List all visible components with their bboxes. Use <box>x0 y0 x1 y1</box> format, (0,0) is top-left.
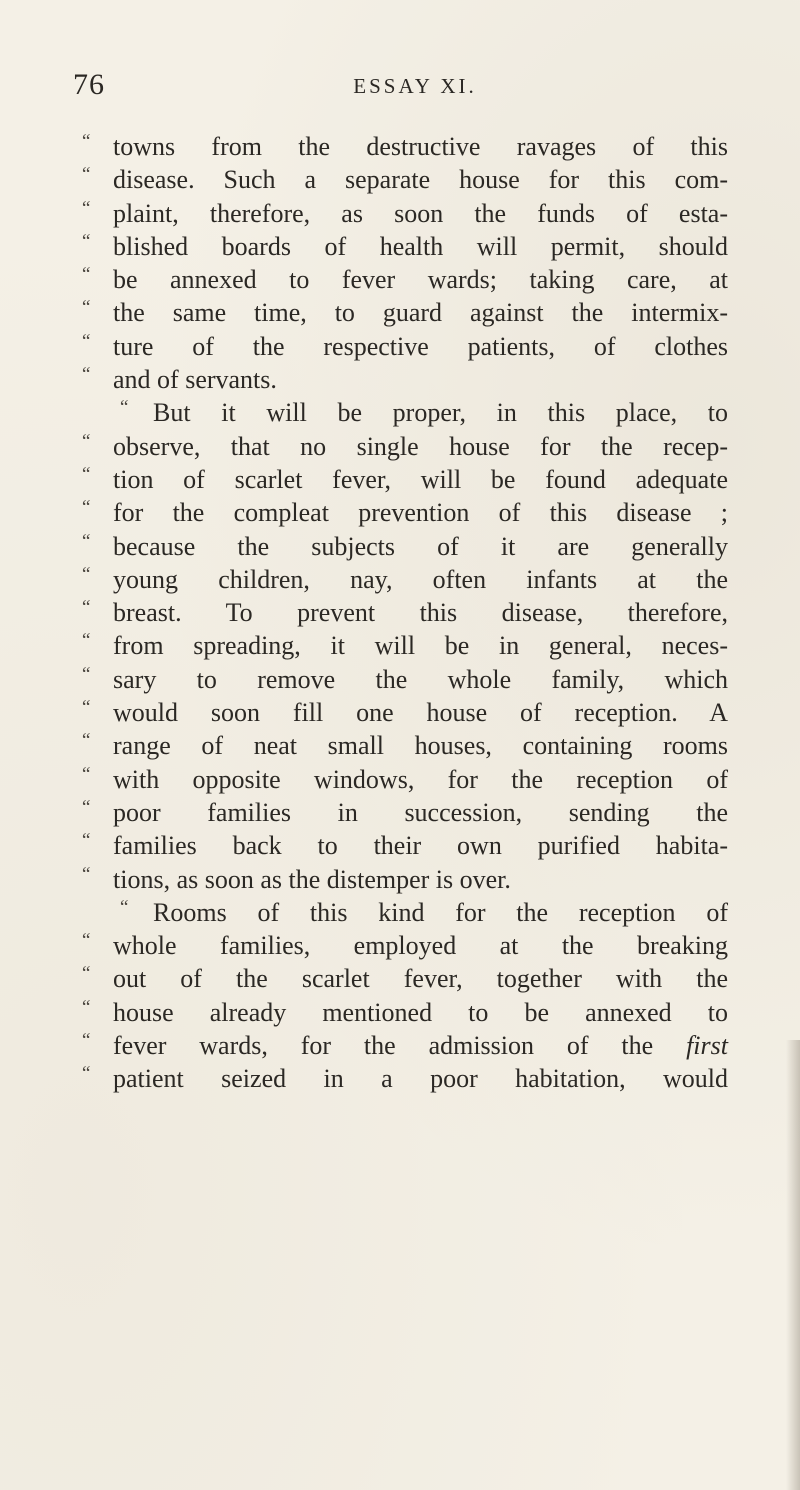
line-text: towns from the destructive ravages of this <box>113 132 728 161</box>
line-text: range of neat small houses, containing rooms <box>113 731 728 761</box>
line-text: for the compleat prevention of this disease ; <box>113 498 728 528</box>
quote-mark: “ <box>82 597 91 619</box>
quote-mark: “ <box>82 530 91 552</box>
text-line <box>68 996 728 1029</box>
line-text: plaint, therefore, as soon the funds of esta- <box>113 198 728 228</box>
text-line <box>68 430 728 463</box>
quote-mark: “ <box>82 497 91 519</box>
text-line <box>68 729 728 762</box>
text-line <box>68 596 728 629</box>
line-text: ture of the respective patients, of clothes <box>113 331 728 361</box>
page-header <box>0 68 800 108</box>
text-line <box>68 763 728 796</box>
text-line <box>68 863 728 896</box>
line-text: disease. Such a separate house for this com- <box>113 165 728 195</box>
text-line <box>68 330 728 363</box>
line-text: observe, that no single house for the recep- <box>113 431 728 461</box>
text-line <box>68 296 728 329</box>
text-line <box>68 896 728 929</box>
text-line <box>68 696 728 729</box>
quote-mark: “ <box>120 397 129 419</box>
line-text: fever wards, for the admission of the first <box>113 1031 728 1061</box>
line-text: blished boards of health will permit, should <box>113 231 728 261</box>
line-text: the same time, to guard against the intermix- <box>113 298 728 328</box>
line-text: sary to remove the whole family, which <box>113 664 728 694</box>
quote-mark: “ <box>82 330 91 352</box>
text-line <box>68 1029 728 1062</box>
text-line <box>68 130 728 163</box>
quote-mark: “ <box>82 197 91 219</box>
text-line <box>68 629 728 662</box>
text-line <box>68 163 728 196</box>
line-text: house already mentioned to be annexed to <box>113 997 728 1027</box>
text-line <box>68 829 728 862</box>
quote-mark: “ <box>82 796 91 818</box>
quote-mark: “ <box>82 730 91 752</box>
line-text: breast. To prevent this disease, therefore, <box>113 598 728 628</box>
text-line <box>68 1062 728 1095</box>
body-text <box>68 130 728 1096</box>
line-text: whole families, employed at the breaking <box>113 931 728 961</box>
quote-mark: “ <box>82 1030 91 1052</box>
text-line <box>68 396 728 429</box>
text-line <box>68 263 728 296</box>
quote-mark: “ <box>82 663 91 685</box>
line-text: Rooms of this kind for the reception of <box>153 897 728 927</box>
line-text: families back to their own purified habita- <box>113 831 728 861</box>
line-text: from spreading, it will be in general, neces- <box>113 631 728 661</box>
quote-mark: “ <box>82 963 91 985</box>
quote-mark: “ <box>120 896 129 918</box>
line-text: poor families in succession, sending the <box>113 797 728 827</box>
quote-mark: “ <box>82 563 91 585</box>
text-line <box>68 463 728 496</box>
text-line <box>68 663 728 696</box>
quote-mark: “ <box>82 264 91 286</box>
text-line <box>68 197 728 230</box>
quote-mark: “ <box>82 697 91 719</box>
line-text: tion of scarlet fever, will be found adequate <box>113 464 728 494</box>
text-line <box>68 363 728 396</box>
text-line <box>68 230 728 263</box>
line-text: with opposite windows, for the reception of <box>113 764 728 794</box>
running-head: ESSAY XI. <box>353 74 477 98</box>
text-line <box>68 496 728 529</box>
text-line <box>68 563 728 596</box>
quote-mark: “ <box>82 930 91 952</box>
line-text: and of servants. <box>113 365 277 395</box>
quote-mark: “ <box>82 863 91 885</box>
text-line <box>68 796 728 829</box>
quote-mark: “ <box>82 430 91 452</box>
line-text: out of the scarlet fever, together with the <box>113 964 728 994</box>
quote-mark: “ <box>82 131 91 152</box>
quote-mark: “ <box>82 630 91 652</box>
quote-mark: “ <box>82 164 91 186</box>
quote-mark: “ <box>82 763 91 785</box>
line-text: young children, nay, often infants at the <box>113 564 728 594</box>
line-text: because the subjects of it are generally <box>113 531 728 561</box>
line-text: But it will be proper, in this place, to <box>153 398 728 428</box>
line-text: would soon fill one house of reception. A <box>113 698 728 728</box>
text-line <box>68 929 728 962</box>
quote-mark: “ <box>82 830 91 852</box>
quote-mark: “ <box>82 297 91 319</box>
page-number: 76 <box>73 68 105 101</box>
line-text: tions, as soon as the distemper is over. <box>113 864 511 894</box>
italic-word: first <box>686 1031 728 1061</box>
quote-mark: “ <box>82 230 91 252</box>
quote-mark: “ <box>82 996 91 1018</box>
quote-mark: “ <box>82 1063 91 1085</box>
quote-mark: “ <box>82 463 91 485</box>
line-text: be annexed to fever wards; taking care, at <box>113 265 728 295</box>
text-line <box>68 962 728 995</box>
page-edge-shadow <box>786 1040 800 1490</box>
quote-mark: “ <box>82 364 91 386</box>
text-line <box>68 530 728 563</box>
line-text: patient seized in a poor habitation, would <box>113 1064 728 1094</box>
